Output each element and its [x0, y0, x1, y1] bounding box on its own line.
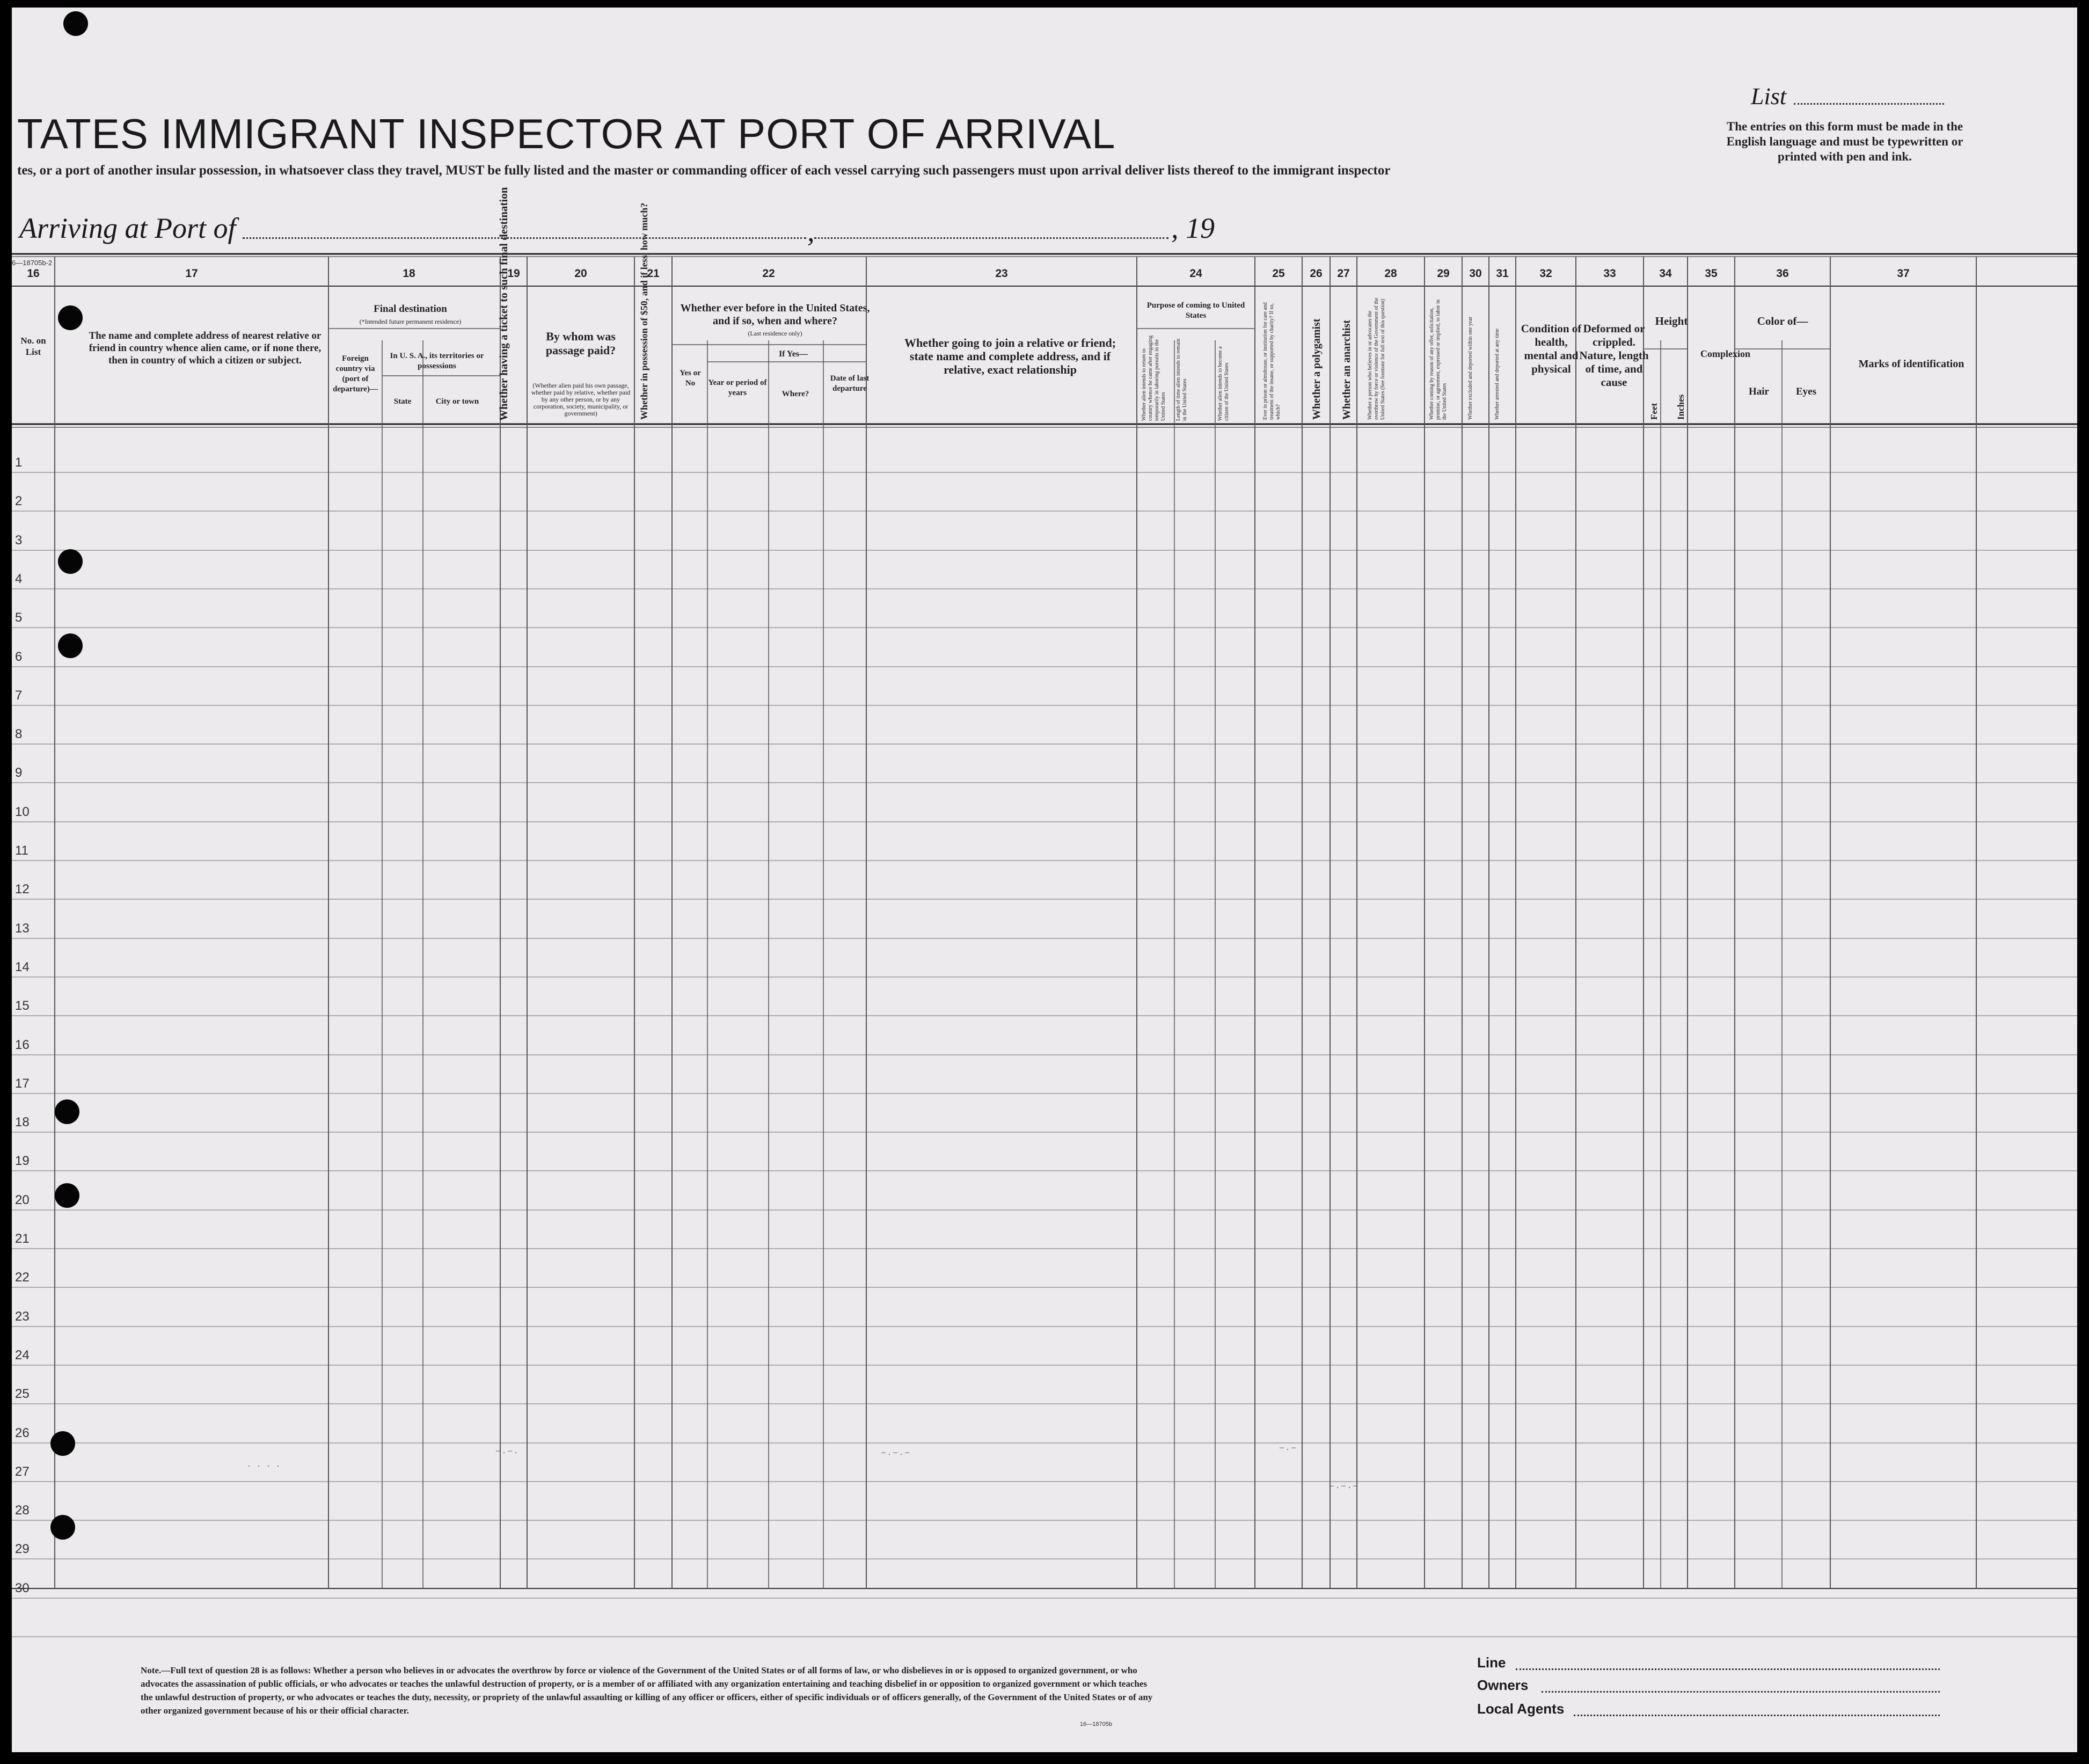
row-number: 11 — [15, 843, 28, 858]
identification-marks-header: Marks of identification — [1858, 358, 1964, 370]
form-code-top: 6—18705b-2 — [12, 259, 53, 267]
punch-hole — [58, 305, 83, 330]
column-number: 28 — [1384, 267, 1397, 280]
port-of-arrival-label: Arriving at Port of — [19, 212, 236, 244]
yes-no-header: Yes or No — [680, 369, 701, 388]
purpose-length-header: Length of time alien intends to remain in the United States — [1175, 338, 1188, 421]
column-number: 17 — [185, 267, 198, 280]
column-number: 20 — [574, 267, 587, 280]
nearest-relative-header: The name and complete address of nearest relative or friend in country whence alien came, or if none there, then in country of which a citizen or subject. — [89, 330, 322, 366]
column-number: 31 — [1496, 267, 1509, 280]
passage-paid-header: By whom was passage paid? — [545, 330, 616, 357]
line-label: Line — [1477, 1654, 1506, 1671]
overthrow-header: Whether a person who believes in or advocates the overthrow by force or violence of the Government of the United States (See footnote for full text of this question) — [1367, 297, 1386, 420]
row-number: 22 — [15, 1270, 30, 1285]
deformed-header: Deformed or crippled. Nature, length of time, and cause — [1579, 322, 1649, 389]
column-number: 33 — [1603, 267, 1616, 280]
final-destination-note: (*Intended future permanent residence) — [359, 318, 462, 325]
column-number: 36 — [1776, 267, 1789, 280]
owners-field[interactable] — [1542, 1691, 1940, 1693]
column-number: 16 — [27, 267, 40, 280]
column-number: 21 — [647, 267, 660, 280]
punch-hole — [58, 549, 83, 574]
column-number: 27 — [1337, 267, 1350, 280]
form-subtitle: tes, or a port of another insular possession, in whatsoever class they travel, MUST be fully listed and the master or commanding officer of each vessel carrying such passengers must upon arrival deliver lists thereof to the immigrant inspector — [17, 163, 1391, 178]
entries-instructions: The entries on this form must be made in the English language and must be typewritten or printed with pen and ink. — [1726, 120, 1963, 163]
row-number: 18 — [15, 1115, 30, 1129]
row-number: 28 — [15, 1503, 30, 1518]
local-agents-label: Local Agents — [1477, 1701, 1565, 1717]
row-number: 1 — [15, 455, 23, 470]
form-title: TATES IMMIGRANT INSPECTOR AT PORT OF ARRIVAL — [17, 110, 1116, 157]
column-number: 26 — [1310, 267, 1323, 280]
column-number: 23 — [995, 267, 1008, 280]
fifty-dollars-header: Whether in possession of $50, and if less, how much? — [639, 202, 649, 420]
column-number: 22 — [762, 267, 775, 280]
column-number: 24 — [1189, 267, 1202, 280]
purpose-header: Purpose of coming to United States — [1146, 301, 1245, 320]
list-number-header: No. on List — [20, 336, 46, 357]
row-number: 26 — [15, 1426, 30, 1440]
purpose-citizen-header: Whether alien intends to become a citizen of the United States — [1217, 346, 1230, 421]
row-number: 24 — [15, 1348, 30, 1362]
column-number: 29 — [1437, 267, 1450, 280]
form-number: 16—18705b — [1080, 1721, 1112, 1727]
column-number: 18 — [403, 267, 415, 280]
row-number: 8 — [15, 727, 23, 741]
row-number: 10 — [15, 805, 30, 819]
list-label: List — [1751, 83, 1787, 110]
row-number: 13 — [15, 921, 30, 936]
row-number: 29 — [15, 1542, 30, 1556]
column-number: 37 — [1897, 267, 1910, 280]
health-header: Condition of health, mental and physical — [1521, 322, 1582, 375]
row-number: 23 — [15, 1309, 30, 1324]
row-number: 3 — [15, 533, 23, 548]
comma-separator: , — [807, 215, 815, 247]
row-number: 15 — [15, 998, 30, 1013]
local-agents-field[interactable] — [1574, 1715, 1940, 1716]
punch-hole — [55, 1099, 79, 1124]
feet-header: Feet — [1649, 403, 1659, 420]
row-number: 9 — [15, 766, 23, 780]
usa-header: In U. S. A., its territories or possessions — [390, 352, 484, 370]
row-number: 4 — [15, 572, 23, 586]
ink-mark: –.– — [1280, 1443, 1298, 1452]
polygamist-header: Whether a polygamist — [1311, 318, 1323, 420]
final-destination-header: Final destination — [374, 303, 447, 315]
punch-hole — [63, 11, 88, 36]
ticket-header: Whether having a ticket to such final destination — [497, 187, 510, 421]
foreign-country-header: Foreign country via (port of departure)— — [333, 354, 378, 393]
city-header: City or town — [435, 397, 479, 406]
ink-mark: –.–.– — [1330, 1481, 1360, 1490]
previous-residence-header: Whether ever before in the United States, and if so, when and where? — [680, 302, 870, 327]
labor-contract-header: Whether coming by reason of any offer, solicitation, promise, or agreement, expressed or implied, to labor in the United States — [1429, 299, 1448, 420]
column-number: 35 — [1705, 267, 1718, 280]
punch-hole — [50, 1431, 75, 1456]
row-number: 12 — [15, 882, 30, 896]
eyes-header: Eyes — [1796, 386, 1816, 397]
row-number: 17 — [15, 1076, 30, 1091]
line-field[interactable] — [1516, 1668, 1940, 1670]
question-28-footnote: Note.—Full text of question 28 is as follows: Whether a person who believes in or advocates the overthrow by force or violence of the Government of the United States or of all forms of law, or who disbelieves in or is opposed to organized government, or who advocates the assassination of public officials, or who advocates or teaches the unlawful destruction of property, or is a member of or affiliated with any organization entertaining and teaching disbelief in or opposition to organized government or which teaches the unlawful destruction of property, or who advocates or teaches the duty, necessity, or propriety of the unlawful assaulting or killing of any officer or officers, either of specific individuals or of officers generally, of the Government of the United States or of any other organized government because of his or their official character. — [141, 1665, 1153, 1716]
column-number: 32 — [1539, 267, 1552, 280]
inches-header: Inches — [1676, 394, 1686, 420]
purpose-remain-header: Whether alien intends to return to country whence he came after engaging temporarily in laboring pursuits in the United States — [1141, 335, 1166, 421]
row-number: 21 — [15, 1231, 30, 1246]
period-years-header: Year or period of years — [708, 378, 767, 397]
departure-date-header: Date of last departure — [830, 374, 870, 393]
height-header: Height — [1655, 315, 1688, 327]
row-number: 7 — [15, 688, 23, 703]
column-number: 25 — [1272, 267, 1285, 280]
ink-mark: . . . . — [248, 1460, 282, 1469]
hair-header: Hair — [1749, 386, 1769, 397]
row-number: 27 — [15, 1464, 30, 1479]
row-number: 5 — [15, 610, 23, 625]
manifest-sheet — [12, 8, 2077, 1752]
row-number: 16 — [15, 1038, 30, 1052]
row-number: 14 — [15, 960, 30, 974]
previous-residence-note: (Last residence only) — [748, 330, 802, 337]
ink-mark: –.–.– — [881, 1448, 912, 1457]
anarchist-header: Whether an anarchist — [1341, 320, 1353, 420]
where-header: Where? — [781, 390, 809, 398]
punch-hole — [50, 1515, 75, 1540]
row-number: 20 — [15, 1193, 30, 1207]
row-number: 25 — [15, 1387, 30, 1401]
color-header: Color of— — [1757, 315, 1808, 327]
prison-header: Ever in prison or almshouse, or institution for care and treatment of the insane, or supported by charity? If so, which? — [1262, 302, 1281, 420]
passage-paid-note: (Whether alien paid his own passage, whether paid by relative, whether paid by any other person, or by any corporation, society, municipality, or government) — [531, 382, 631, 417]
punch-hole — [58, 633, 83, 658]
ink-mark: –.–. — [496, 1446, 520, 1455]
row-number: 30 — [15, 1581, 30, 1595]
complexion-header: Complexion — [1700, 348, 1751, 359]
row-number: 6 — [15, 650, 23, 664]
joining-relative-header: Whether going to join a relative or friend; state name and complete address, and if relative, exact relationship — [904, 336, 1116, 376]
row-number: 2 — [15, 494, 23, 508]
year-prefix: , 19 — [1171, 212, 1215, 244]
column-number: 30 — [1469, 267, 1482, 280]
state-header: State — [393, 397, 412, 406]
arrested-header: Whether arrested and deported at any time — [1494, 329, 1500, 420]
column-number: 34 — [1659, 267, 1672, 280]
column-number: 19 — [507, 267, 520, 280]
excluded-header: Whether excluded and deported within one year — [1467, 316, 1473, 420]
row-number: 19 — [15, 1154, 30, 1168]
owners-label: Owners — [1477, 1677, 1529, 1693]
if-yes-header: If Yes— — [778, 349, 808, 359]
punch-hole — [55, 1183, 79, 1208]
manifest-grid — [12, 8, 2077, 1752]
